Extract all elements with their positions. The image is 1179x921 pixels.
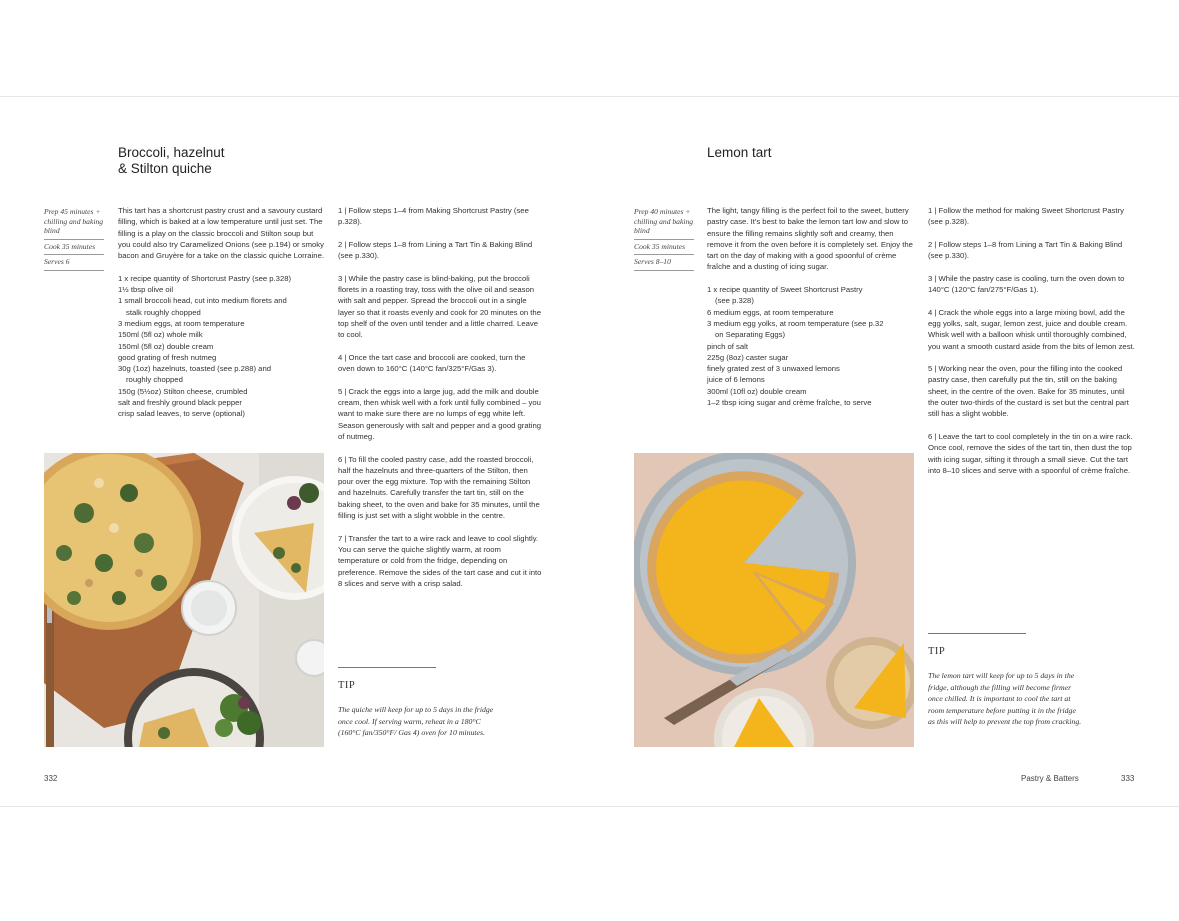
ingredient: roughly chopped xyxy=(126,375,183,385)
lemon-tart-photo xyxy=(634,453,914,747)
left-recipe-title xyxy=(118,145,225,177)
ingredient: 1 x recipe quantity of Shortcrust Pastry (see p.328) xyxy=(118,273,292,283)
ingredient-list xyxy=(707,284,915,408)
ingredient: 1½ tbsp olive oil xyxy=(118,285,174,295)
ingredient: 300ml (10fl oz) double cream xyxy=(707,386,807,396)
ingredient: crisp salad leaves, to serve (optional) xyxy=(118,409,245,419)
ingredient-list xyxy=(118,273,324,420)
method-step: 6 | To fill the cooled pastry case, add the roasted broccoli, half the hazelnuts and three-quarters of the Stilton, then pour over the egg mixture. Top with the remaining Stilton and hazelnuts. Carefully transfer the tart tin, still on the baking sheet, to the oven and bake for 35 minutes, until the filling is just set with a slight wobble in the centre. xyxy=(338,454,540,521)
serves: Serves 8–10 xyxy=(634,255,694,271)
intro-text: This tart has a shortcrust pastry crust and a savoury custard filling, which is baked at a low temperature until just set. The filling is a play on the classic broccoli and Stilton soup but you could also try Caramelized Onions (see p.194) or smoky bacon and Gruyère for a take on the classic quiche Lorraine. xyxy=(118,206,324,261)
right-recipe-meta xyxy=(634,205,694,271)
method-step: 4 | Crack the whole eggs into a large mixing bowl, add the egg yolks, salt, sugar, lemon zest, juice and double cream. Whisk well with a balloon whisk until thoroughly combined, you want a smooth custard aside from the bits of lemon zest. xyxy=(928,307,1135,351)
ingredient: pinch of salt xyxy=(707,341,749,351)
right-intro-ingredients xyxy=(707,205,915,408)
ingredient: 150ml (5fl oz) whole milk xyxy=(118,330,203,340)
left-intro-ingredients xyxy=(118,205,324,420)
bottom-edge xyxy=(0,806,1179,807)
ingredient: salt and freshly ground black pepper xyxy=(118,398,242,408)
ingredient: on Separating Eggs) xyxy=(715,330,786,340)
ingredient: 30g (1oz) hazelnuts, toasted (see p.288) and xyxy=(118,364,271,374)
right-method xyxy=(928,205,1136,487)
method-step: 5 | Working near the oven, pour the filling into the cooked pastry case, then carefully put the tin, still on the baking sheet, in the centre of the oven. Bake for 35 minutes, until the outer two-thirds of the custard is set but the central part still has a slight wobble. xyxy=(928,364,1129,419)
left-tip-heading: TIP xyxy=(338,680,356,691)
intro-text: The light, tangy filling is the perfect foil to the sweet, buttery pastry case. It's best to bake the lemon tart low and slow to ensure the filling remains slightly soft and creamy, then remove it from the oven before it is completely set. Enjoy the tart on the day of making with a good spoonful of crème fraîche and a dusting of icing sugar. xyxy=(707,206,913,272)
cook-time: Cook 35 minutes xyxy=(44,240,104,256)
ingredient: stalk roughly chopped xyxy=(126,307,201,317)
method-step: 7 | Transfer the tart to a wire rack and leave to cool slightly. You can serve the quiche slightly warm, at room temperature or cold from the fridge, depending on preference. Remove the sides of the tart case and cut it into 8 slices and serve with a crisp salad. xyxy=(338,533,542,588)
method-step: 5 | Crack the eggs into a large jug, add the milk and double cream, then whisk well with a fork until fully combined – you want to make sure there are no lumps of egg white left. Season generously with salt and pepper and a good grating of nutmeg. xyxy=(338,386,542,441)
top-edge xyxy=(0,96,1179,97)
ingredient: 3 medium egg yolks, at room temperature (see p.32 xyxy=(707,318,884,328)
left-page-number: 332 xyxy=(44,774,58,783)
method-step: 2 | Follow steps 1–8 from Lining a Tart Tin & Baking Blind (see p.330). xyxy=(928,239,1123,261)
prep-time: Prep 45 minutes + chilling and baking blind xyxy=(44,205,104,240)
left-recipe-meta xyxy=(44,205,104,271)
right-tip-text: The lemon tart will keep for up to 5 days in the fridge, although the filling will become firmer once chilled. It is important to cool the tart at room temperature before putting it in the fridge as this will help to prevent the top from cracking. xyxy=(928,671,1082,726)
ingredient: 6 medium eggs, at room temperature xyxy=(707,307,834,317)
method-step: 2 | Follow steps 1–8 from Lining a Tart Tin & Baking Blind (see p.330). xyxy=(338,239,533,261)
right-tip-rule xyxy=(928,633,1026,634)
title-line: & Stilton quiche xyxy=(118,161,212,176)
left-tip-text: The quiche will keep for up to 5 days in the fridge once cool. If serving warm, reheat in a 180°C (160°C fan/350°F/ Gas 4) oven for 10 minutes. xyxy=(338,705,494,737)
method-step: 3 | While the pastry case is cooling, turn the oven down to 140°C (120°C fan/275°F/Gas 1). xyxy=(928,273,1125,295)
ingredient: (see p.328) xyxy=(715,296,754,306)
method-step: 1 | Follow the method for making Sweet Shortcrust Pastry (see p.328). xyxy=(928,206,1124,227)
left-method xyxy=(338,205,544,600)
method-step: 6 | Leave the tart to cool completely in the tin on a wire rack. Once cool, remove the sides of the tart tin, then dust the top with icing sugar, sifting it through a small sieve. Cut the tart into 8–10 slices and serve with a spoonful of crème fraîche. xyxy=(928,431,1133,475)
ingredient: 1 x recipe quantity of Sweet Shortcrust Pastry xyxy=(707,285,863,295)
ingredient: 3 medium eggs, at room temperature xyxy=(118,318,245,328)
method-step: 3 | While the pastry case is blind-baking, put the broccoli florets in a roasting tray, toss with the olive oil and season with salt and pepper. Spread the broccoli out in a single layer so that it roasts evenly and cook for 20 minutes on the top shelf of the oven until tender and a little charred. Leave to cool. xyxy=(338,273,541,340)
left-tip-rule xyxy=(338,667,436,668)
ingredient: 225g (8oz) caster sugar xyxy=(707,352,789,362)
ingredient: finely grated zest of 3 unwaxed lemons xyxy=(707,364,840,374)
ingredient: juice of 6 lemons xyxy=(707,375,765,385)
ingredient: 150g (5½oz) Stilton cheese, crumbled xyxy=(118,386,248,396)
right-page-number: 333 xyxy=(1121,774,1135,783)
serves: Serves 6 xyxy=(44,255,104,271)
lemon-tart-illustration xyxy=(634,453,914,747)
ingredient: 150ml (5fl oz) double cream xyxy=(118,341,214,351)
prep-time: Prep 40 minutes + chilling and baking blind xyxy=(634,205,694,240)
quiche-illustration xyxy=(44,453,324,747)
ingredient: 1 small broccoli head, cut into medium florets and xyxy=(118,296,287,306)
ingredient: good grating of fresh nutmeg xyxy=(118,352,217,362)
quiche-photo xyxy=(44,453,324,747)
cook-time: Cook 35 minutes xyxy=(634,240,694,256)
section-name: Pastry & Batters xyxy=(1021,774,1079,783)
title-line: Broccoli, hazelnut xyxy=(118,145,225,160)
method-step: 4 | Once the tart case and broccoli are cooked, turn the oven down to 160°C (140°C fan/325°F/Gas 3). xyxy=(338,352,526,374)
right-tip-heading: TIP xyxy=(928,646,946,657)
ingredient: 1–2 tbsp icing sugar and crème fraîche, to serve xyxy=(707,398,872,408)
right-recipe-title: Lemon tart xyxy=(707,145,772,160)
method-step: 1 | Follow steps 1–4 from Making Shortcrust Pastry (see p.328). xyxy=(338,206,529,227)
